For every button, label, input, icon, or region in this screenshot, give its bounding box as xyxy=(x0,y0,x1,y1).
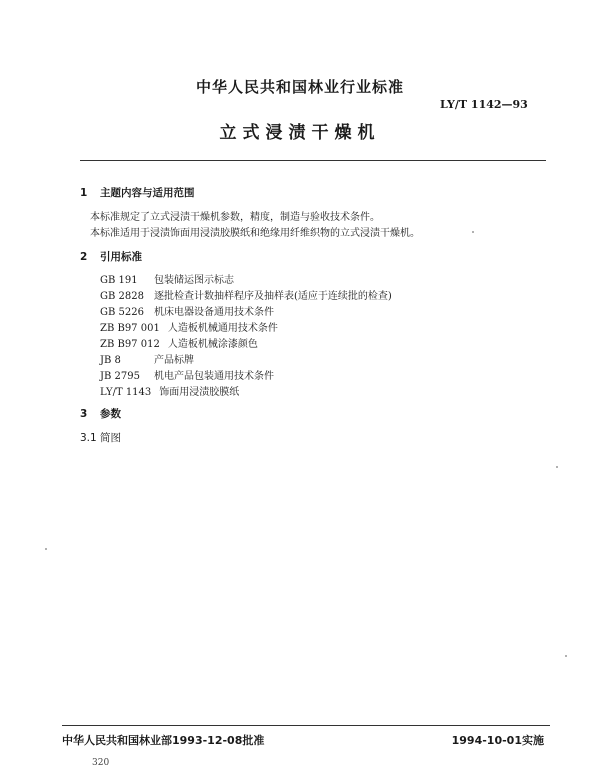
section-3-1-heading xyxy=(80,430,121,445)
footer-divider xyxy=(62,725,550,726)
reference-code: GB 2828 xyxy=(100,291,144,302)
reference-code: JB 8 xyxy=(100,355,121,366)
section-1-heading xyxy=(80,185,195,200)
approval-line: 中华人民共和国林业部1993-12-08批准 xyxy=(62,734,265,747)
section-number: 3.1 xyxy=(80,432,97,444)
reference-code: GB 191 xyxy=(100,275,138,286)
reference-title: 包装储运图示标志 xyxy=(154,275,234,286)
section-number: 3 xyxy=(80,408,88,420)
scan-speck xyxy=(45,548,47,550)
section-3-heading xyxy=(80,406,121,421)
reference-title: 逐批检查计数抽样程序及抽样表(适应于连续批的检查) xyxy=(154,291,392,302)
reference-title: 产品标牌 xyxy=(154,355,194,366)
scan-speck xyxy=(472,231,474,233)
scan-speck xyxy=(556,466,558,468)
reference-item xyxy=(100,383,239,398)
page-number: 320 xyxy=(92,758,110,768)
reference-title: 人造板机械涂漆颜色 xyxy=(167,339,258,350)
reference-code: ZB B97 001 xyxy=(100,323,160,334)
reference-item xyxy=(100,319,278,334)
section-number: 2 xyxy=(80,251,88,263)
reference-item xyxy=(100,303,274,318)
scope-paragraph: 本标准规定了立式浸渍干燥机参数，精度，制造与验收技术条件。 xyxy=(90,212,380,223)
reference-code: JB 2795 xyxy=(100,371,140,382)
reference-title: 饰面用浸渍胶膜纸 xyxy=(159,387,240,398)
section-title: 参数 xyxy=(100,408,121,420)
reference-title: 机电产品包装通用技术条件 xyxy=(154,371,274,382)
reference-code: ZB B97 012 xyxy=(100,339,160,350)
section-title: 主题内容与适用范围 xyxy=(100,187,195,199)
reference-item xyxy=(100,351,194,366)
reference-title: 人造板机械通用技术条件 xyxy=(167,323,278,334)
section-title: 简图 xyxy=(100,432,121,444)
section-title: 引用标准 xyxy=(100,251,142,263)
document-title: 立式浸渍干燥机 xyxy=(219,123,381,143)
reference-code: LY/T 1143 xyxy=(100,387,152,398)
reference-code: GB 5226 xyxy=(100,307,144,318)
section-number: 1 xyxy=(80,187,88,199)
scope-paragraph: 本标准适用于浸渍饰面用浸渍胶膜纸和绝缘用纤维织物的立式浸渍干燥机。 xyxy=(90,228,420,239)
reference-item xyxy=(100,335,258,350)
standard-title: 中华人民共和国林业行业标准 xyxy=(195,78,404,96)
reference-item xyxy=(100,271,234,286)
scan-speck xyxy=(565,655,567,657)
implementation-date: 1994-10-01实施 xyxy=(451,734,544,747)
header-divider xyxy=(80,160,546,161)
section-2-heading xyxy=(80,249,142,264)
reference-title: 机床电器设备通用技术条件 xyxy=(154,307,274,318)
reference-item xyxy=(100,367,274,382)
standard-code: LY/T 1142—93 xyxy=(440,98,528,111)
reference-item xyxy=(100,287,392,302)
